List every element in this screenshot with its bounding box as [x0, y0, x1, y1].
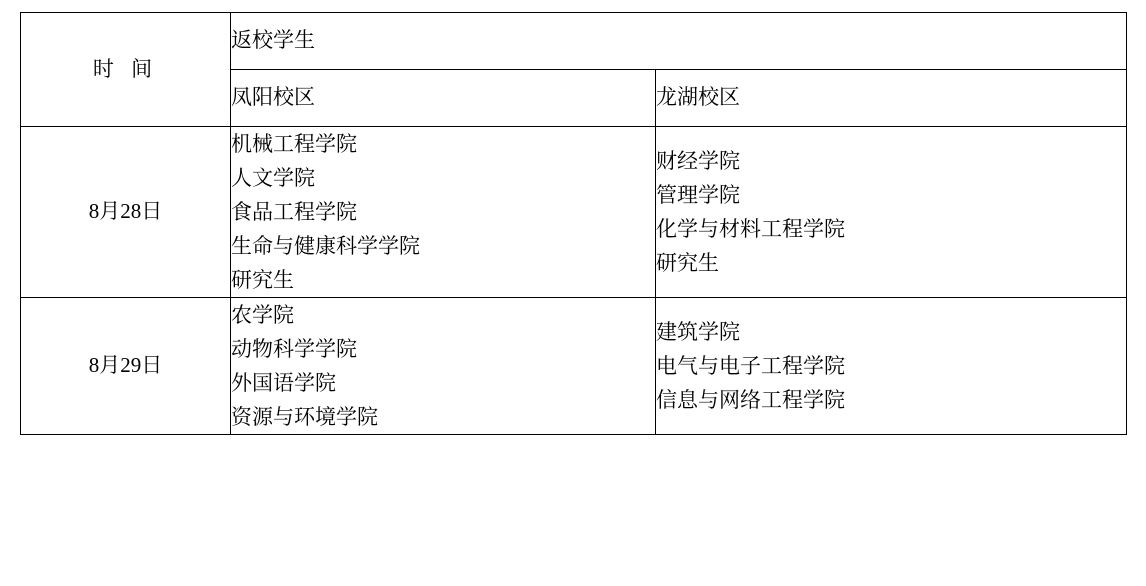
list-item: 研究生	[656, 251, 719, 276]
list-item: 外国语学院	[231, 371, 336, 396]
list-item: 动物科学学院	[231, 337, 357, 362]
list-item: 电气与电子工程学院	[656, 354, 845, 379]
list-item: 人文学院	[231, 166, 315, 191]
row-fengyang-colleges	[231, 127, 656, 298]
list-item: 信息与网络工程学院	[656, 388, 845, 413]
return-schedule-table	[20, 12, 1127, 435]
list-item: 建筑学院	[656, 320, 740, 345]
table-header-row-1	[21, 13, 1127, 70]
row-date: 8月28日	[21, 127, 231, 298]
list-item: 资源与环境学院	[231, 405, 378, 430]
header-returning-students: 返校学生	[231, 13, 1127, 70]
list-item: 食品工程学院	[231, 200, 357, 225]
table-row	[21, 298, 1127, 435]
header-campus-fengyang: 凤阳校区	[231, 70, 656, 127]
list-item: 研究生	[231, 268, 294, 293]
table-row	[21, 127, 1127, 298]
list-item: 化学与材料工程学院	[656, 217, 845, 242]
list-item: 农学院	[231, 303, 294, 328]
row-fengyang-colleges	[231, 298, 656, 435]
list-item: 机械工程学院	[231, 132, 357, 156]
list-item: 管理学院	[656, 183, 740, 208]
list-item: 财经学院	[656, 149, 740, 173]
header-time: 时 间	[21, 13, 231, 127]
row-date: 8月29日	[21, 298, 231, 435]
header-campus-longhu: 龙湖校区	[656, 70, 1127, 127]
row-longhu-colleges	[656, 298, 1127, 435]
list-item: 生命与健康科学学院	[231, 234, 420, 259]
row-longhu-colleges	[656, 127, 1127, 298]
